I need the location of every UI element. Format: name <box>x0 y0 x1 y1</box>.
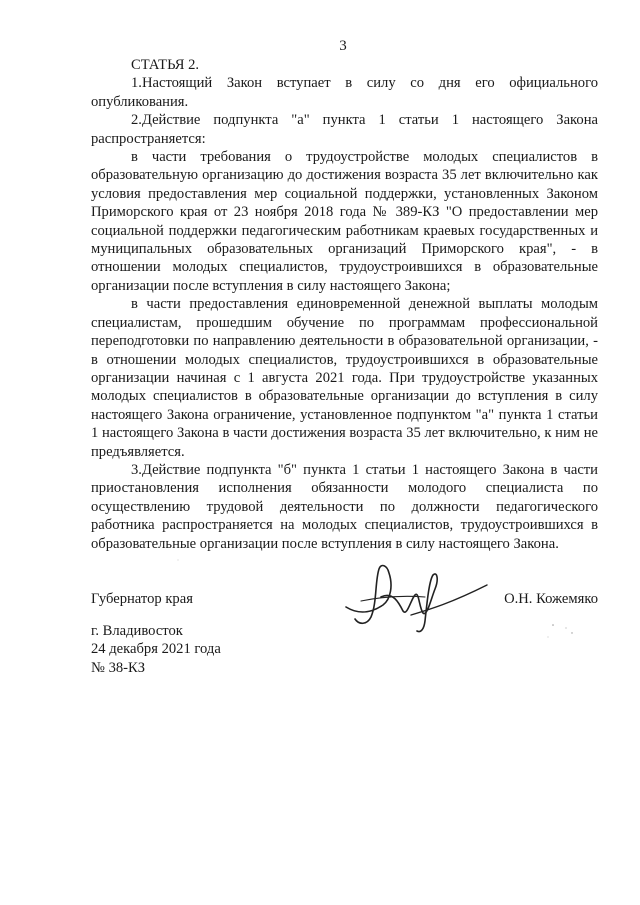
signature-row <box>91 583 598 623</box>
city: г. Владивосток <box>91 623 183 639</box>
paragraph-2-sub-a: в части требования о трудоустройстве молодых специалистов в образовательную организацию до достижения возраста 35 лет включительно как условия предоставления мер социальной поддержки, установленных Законом Приморского края от 23 ноября 2018 года № 389-КЗ "О предоставлении мер социальной поддержки педагогическим работникам краевых государственных и муниципальных образовательных организаций Приморского края", - в отношении молодых специалистов, трудоустроившихся в образовательные организации после вступления в силу настоящего Закона; <box>91 149 598 294</box>
paragraph-1: 1.Настоящий Закон вступает в силу со дня его официального опубликования. <box>91 75 598 110</box>
paragraph-3: 3.Действие подпункта "б" пункта 1 статьи 1 настоящего Закона в части приостановления исполнения обязанности молодого специалиста по осуществлению трудовой деятельности по должности педагогического работника распространяется на молодых специалистов, трудоустроившихся в образовательные организации после вступления в силу настоящего Закона. <box>91 461 598 552</box>
document-number: № 38-КЗ <box>91 659 146 676</box>
article-heading: СТАТЬЯ 2. <box>131 57 200 73</box>
paragraph-2-sub-b: в части предоставления единовременной денежной выплаты молодым специалистам, прошедшим обучение по программам профессиональной переподготовки по направлению деятельности в образовательной организации, - в отношении молодых специалистов, трудоустроившихся в образовательные организации начиная с 1 августа 2021 года. При трудоустройстве указанных молодых специалистов в образовательные организации до вступления в силу настоящего Закона ограничение, установленное подпунктом "а" пункта 1 статьи 1 настоящего Закона в части достижения возраста 35 лет включительно, к ним не предъявляется. <box>91 296 598 460</box>
paragraph-2: 2.Действие подпункта "а" пункта 1 статьи 1 настоящего Закона распространяется: <box>91 112 598 147</box>
document-meta <box>91 622 221 677</box>
signer-title: Губернатор края <box>91 591 193 607</box>
signer-name: О.Н. Кожемяко <box>504 591 598 607</box>
article-body <box>91 56 598 553</box>
page-number: 3 <box>339 38 347 54</box>
handwritten-signature <box>341 555 491 635</box>
document-date: 24 декабря 2021 года <box>91 641 221 658</box>
